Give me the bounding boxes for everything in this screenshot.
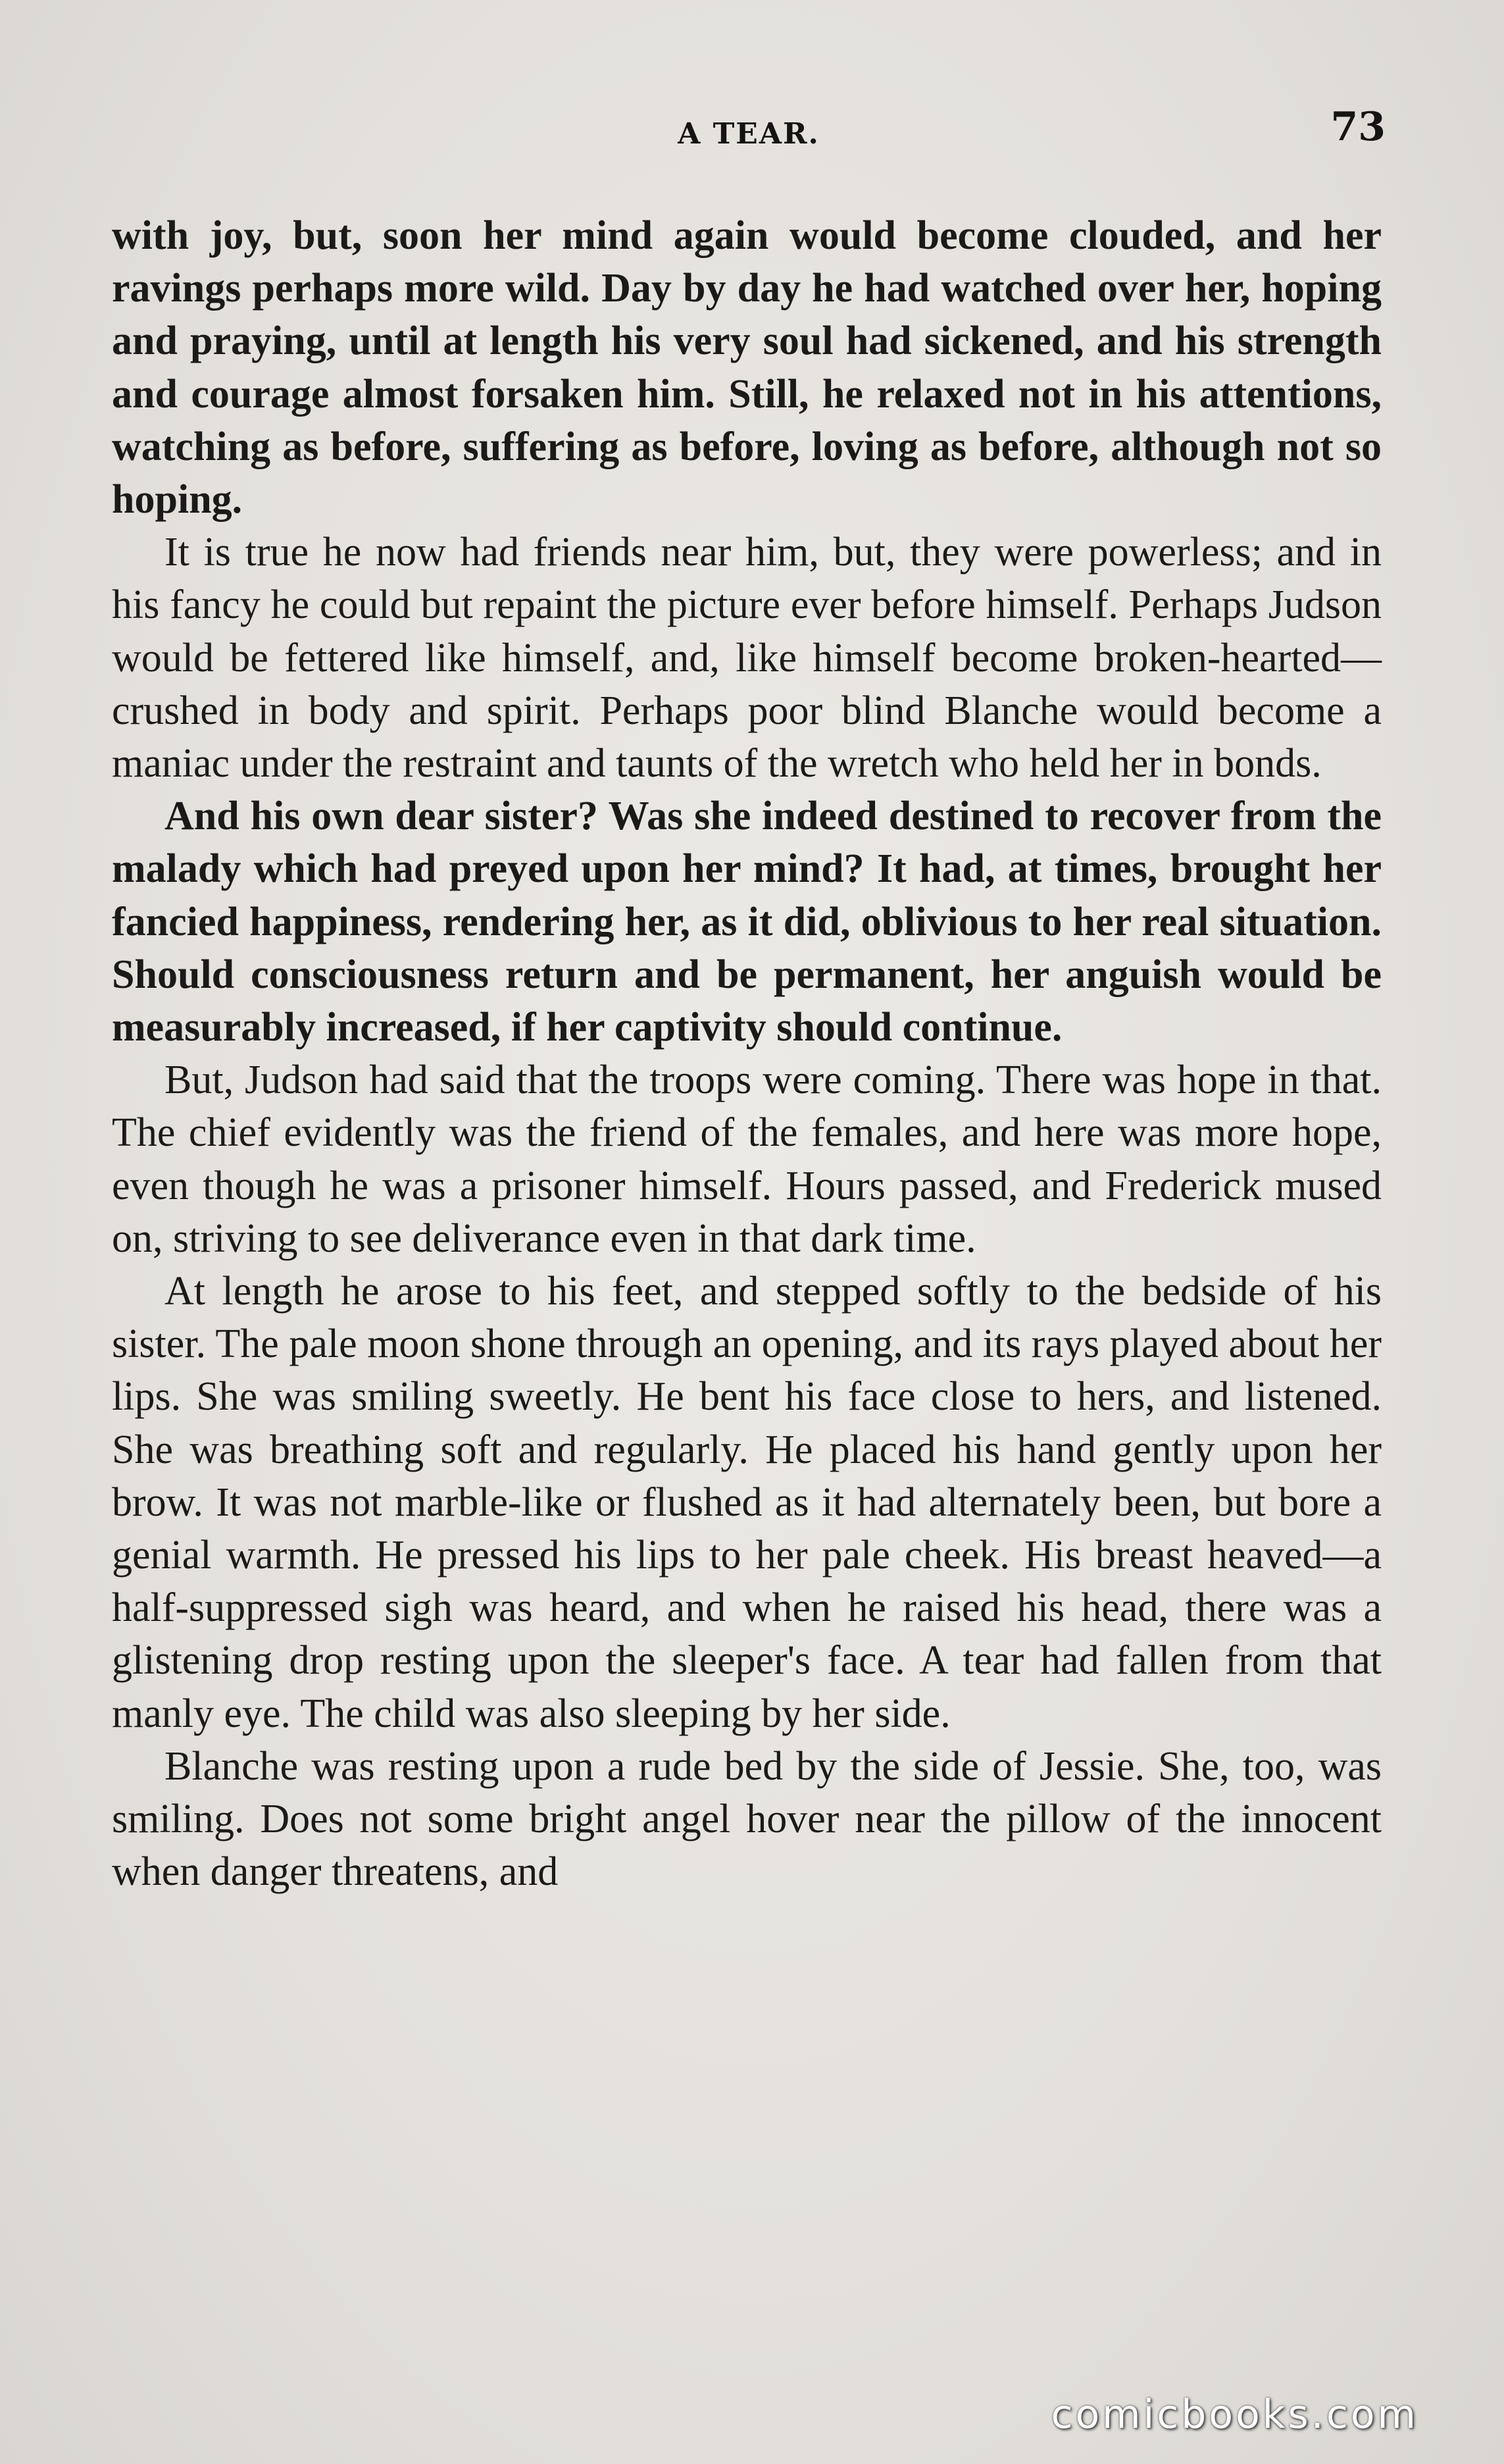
paragraph: But, Judson had said that the troops were coming. There was hope in that. The chief evidently was the friend of the females, and here was more hope, even though he was a prisoner himself. Hours passed, and Frederick mused on, striving to see deliverance even in that dark time. xyxy=(112,1058,1382,1261)
page-header xyxy=(112,99,1386,151)
running-title: A TEAR. xyxy=(678,117,820,151)
paragraph: with joy, but, soon her mind again would become clouded, and her ravings perhaps more wild. Day by day he had watched over her, hoping and praying, until at length his very soul had sickened, and his strength and courage almost forsaken him. Still, he relaxed not in his attentions, watching as before, suffering as before, loving as before, although not so hoping. xyxy=(112,213,1382,523)
paragraph: It is true he now had friends near him, but, they were powerless; and in his fancy he could but repaint the picture ever before himself. Perhaps Judson would be fettered like himself, and, like himself become broken-hearted—crushed in body and spirit. Perhaps poor blind Blanche would become a maniac under the restraint and taunts of the wretch who held her in bonds. xyxy=(112,530,1382,786)
paragraph: And his own dear sister? Was she indeed destined to recover from the malady which had preyed upon her mind? It had, at times, brought her fancied happiness, rendering her, as it did, oblivious to her real situation. Should consciousness return and be permanent, her anguish would be measurably increased, if her captivity should continue. xyxy=(112,794,1382,1050)
paragraph: At length he arose to his feet, and stepped softly to the bedside of his sister. The pale moon shone through an opening, and its rays played about her lips. She was smiling sweetly. He bent his face close to hers, and listened. She was breathing soft and regularly. He placed his hand gently upon her brow. It was not marble-like or flushed as it had alternately been, but bore a genial warmth. He pressed his lips to her pale cheek. His breast heaved—a half-suppressed sigh was heard, and when he raised his head, there was a glistening drop resting upon the sleeper's face. A tear had fallen from that manly eye. The child was also sleeping by her side. xyxy=(112,1269,1382,1736)
body-text xyxy=(112,209,1382,1899)
site-watermark: comicbooks.com xyxy=(1051,2392,1418,2438)
paragraph: Blanche was resting upon a rude bed by the side of Jessie. She, too, was smiling. Does not some bright angel hover near the pillow of the innocent when danger threatens, and xyxy=(112,1743,1382,1895)
page-number: 73 xyxy=(1330,104,1386,150)
